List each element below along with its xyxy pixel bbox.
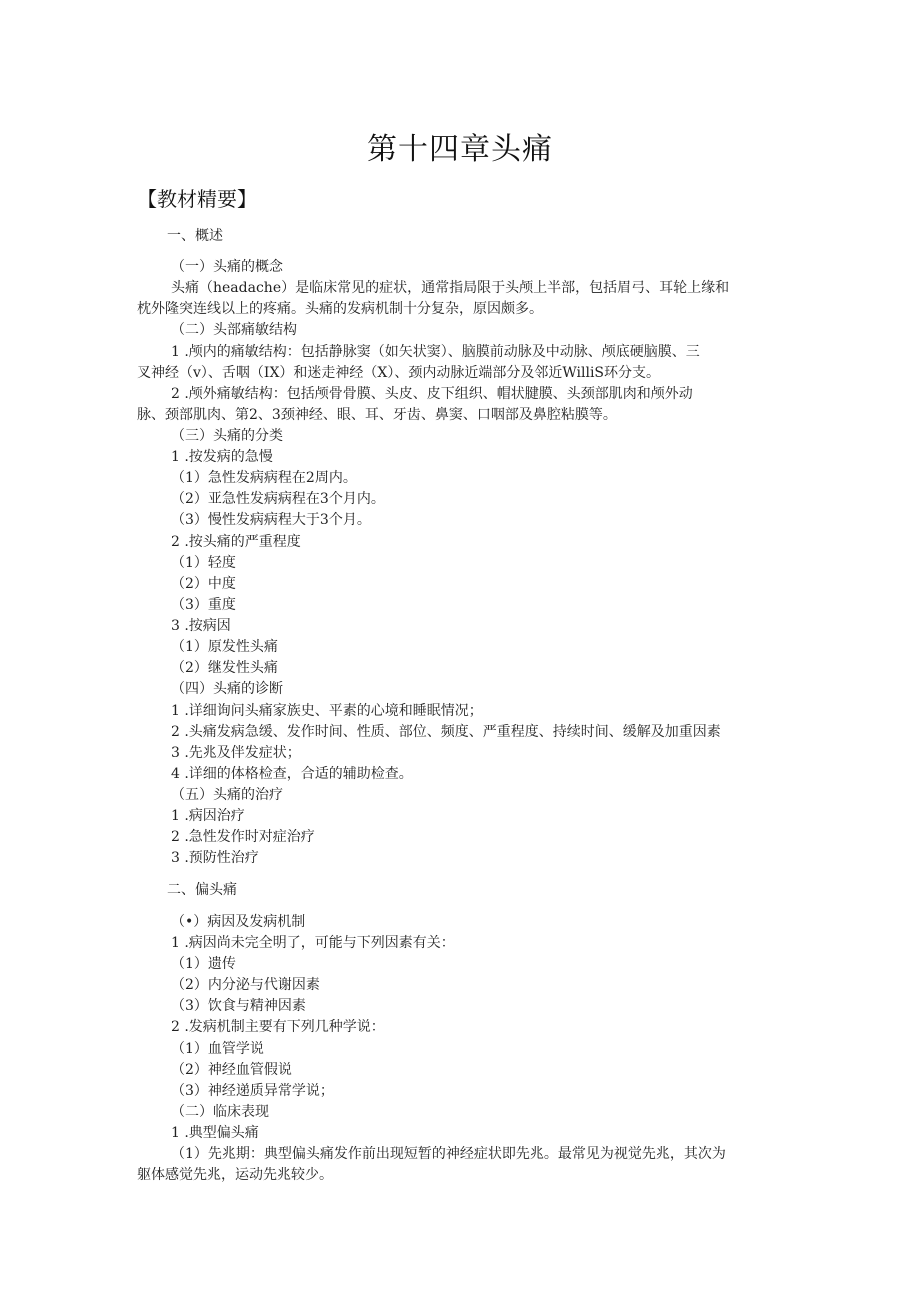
list-item: 2 .急性发作时对症治疗	[171, 829, 315, 845]
list-item: （3）慢性发病病程大于3个月。	[171, 512, 371, 528]
list-item: 3 .先兆及伴发症状；	[171, 745, 301, 761]
subheading-concept: （一）头痛的概念	[171, 259, 283, 275]
list-item: （1）原发性头痛	[171, 639, 278, 655]
paragraph-line: 叉神经（v）、舌咽（IX）和迷走神经（X）、颈内动脉近端部分及邻近WilliS环分支。	[137, 365, 661, 381]
list-item: 3 .预防性治疗	[171, 850, 259, 866]
section-heading: 【教材精要】	[137, 187, 257, 211]
list-item: （1）轻度	[171, 555, 236, 571]
subheading-classification: （三）头痛的分类	[171, 428, 283, 444]
paragraph-line: 躯体感觉先兆，运动先兆较少。	[137, 1167, 333, 1183]
subheading-treatment: （五）头痛的治疗	[171, 787, 283, 803]
list-item: 1 .按发病的急慢	[171, 449, 273, 465]
list-item: （3）饮食与精神因素	[171, 998, 306, 1014]
paragraph-line: 头痛（headache）是临床常见的症状，通常指局限于头颅上半部，包括眉弓、耳轮上缘和	[171, 280, 730, 296]
list-item: 1 .典型偏头痛	[171, 1125, 259, 1141]
list-item: （2）神经血管假说	[171, 1062, 292, 1078]
subheading-clinical: （二）临床表现	[171, 1104, 269, 1120]
list-item: 4 .详细的体格检查，合适的辅助检查。	[171, 766, 413, 782]
list-item: （1）遗传	[171, 956, 236, 972]
subheading-etiology: （•）病因及发病机制	[171, 914, 306, 930]
list-item: 2 .头痛发病急缓、发作时间、性质、部位、频度、严重程度、持续时间、缓解及加重因素	[171, 724, 721, 740]
paragraph-line: 1 .颅内的痛敏结构：包括静脉窦（如矢状窦）、脑膜前动脉及中动脉、颅底硬脑膜、三	[171, 344, 700, 360]
heading-overview: 一、概述	[167, 228, 223, 244]
heading-migraine: 二、偏头痛	[167, 882, 237, 898]
paragraph-line: 2 .颅外痛敏结构：包括颅骨骨膜、头皮、皮下组织、帽状腱膜、头颈部肌肉和颅外动	[171, 386, 693, 402]
list-item: 1 .详细询问头痛家族史、平素的心境和睡眠情况；	[171, 703, 483, 719]
list-item: （1）急性发病病程在2周内。	[171, 470, 357, 486]
list-item: （1）血管学说	[171, 1041, 264, 1057]
subheading-diagnosis: （四）头痛的诊断	[171, 681, 283, 697]
list-item: （3）神经递质异常学说；	[171, 1083, 334, 1099]
list-item: 1 .病因治疗	[171, 808, 245, 824]
paragraph-line: 脉、颈部肌肉、第2、3颈神经、眼、耳、牙齿、鼻窦、口咽部及鼻腔粘膜等。	[137, 407, 617, 423]
list-item: 3 .按病因	[171, 618, 231, 634]
list-item: （2）内分泌与代谢因素	[171, 977, 320, 993]
subheading-pain-structures: （二）头部痛敏结构	[171, 322, 297, 338]
paragraph-line: （1）先兆期：典型偏头痛发作前出现短暂的神经症状即先兆。最常见为视觉先兆，其次为	[171, 1146, 726, 1162]
list-item: （2）继发性头痛	[171, 660, 278, 676]
list-item: （2）亚急性发病病程在3个月内。	[171, 491, 385, 507]
list-item: （3）重度	[171, 597, 236, 613]
list-item: 1 .病因尚未完全明了，可能与下列因素有关：	[171, 935, 455, 951]
list-item: （2）中度	[171, 576, 236, 592]
list-item: 2 .发病机制主要有下列几种学说：	[171, 1019, 385, 1035]
list-item: 2 .按头痛的严重程度	[171, 534, 301, 550]
chapter-title: 第十四章头痛	[367, 132, 553, 167]
paragraph-line: 枕外隆突连线以上的疼痛。头痛的发病机制十分复杂，原因颇多。	[137, 301, 543, 317]
